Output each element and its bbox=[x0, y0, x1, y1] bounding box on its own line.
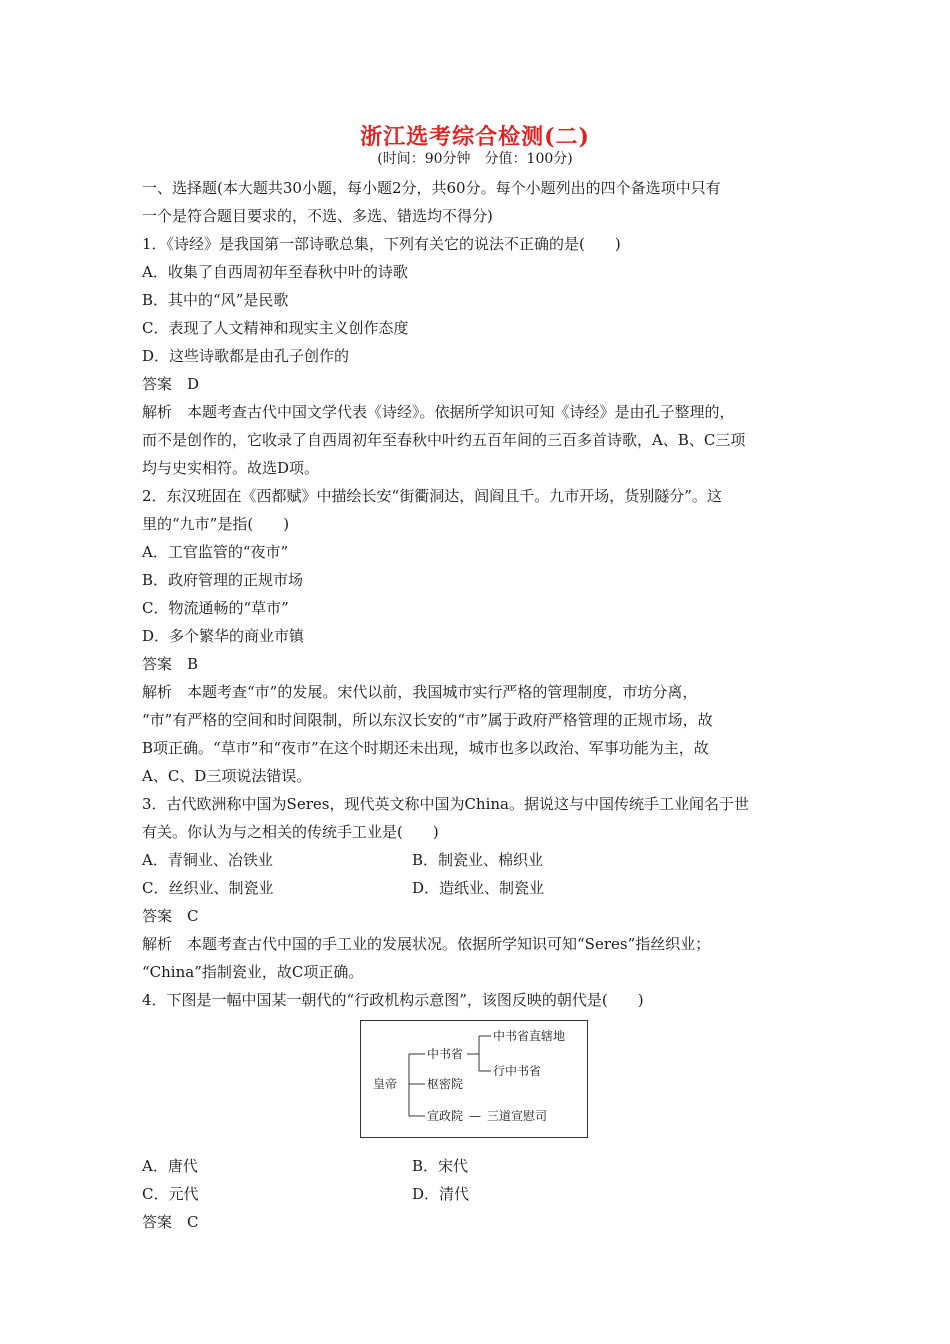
node-sandao: 三道宣慰司 bbox=[487, 1109, 548, 1123]
option-row bbox=[142, 846, 818, 874]
answer: 答案 D bbox=[142, 375, 200, 393]
option-row bbox=[142, 1180, 818, 1208]
analysis: 解析 本题考查古代中国文学代表《诗经》。依据所学知识可知《诗经》是由孔子整理的， bbox=[142, 403, 735, 421]
section-intro: 一、选择题(本大题共30小题，每小题2分，共60分。每个小题列出的四个备选项中只有 bbox=[142, 179, 721, 197]
option: A．唐代 bbox=[142, 1157, 198, 1175]
section-intro: 一个是符合题目要求的，不选、多选、错选均不得分) bbox=[142, 207, 493, 225]
administrative-structure-diagram bbox=[360, 1020, 588, 1138]
analysis: “China”指制瓷业，故C项正确。 bbox=[142, 963, 364, 981]
page-subtitle: (时间：90分钟 分值：100分) bbox=[377, 151, 573, 167]
analysis: 而不是创作的，它收录了自西周初年至春秋中叶约五百年间的三百多首诗歌，A、B、C三项 bbox=[142, 431, 746, 449]
option: C．丝织业、制瓷业 bbox=[142, 879, 274, 897]
analysis: “市”有严格的空间和时间限制，所以东汉长安的“市”属于政府严格管理的正规市场，故 bbox=[142, 711, 713, 729]
question-stem: 2．东汉班固在《西都赋》中描绘长安“街衢洞达，闾阎且千。九市开场，货别隧分”。这 bbox=[142, 487, 722, 505]
question-stem: 里的“九市”是指( ) bbox=[142, 515, 290, 533]
option-row bbox=[142, 874, 818, 902]
option: C．物流通畅的“草市” bbox=[142, 599, 289, 617]
question-stem: 4．下图是一幅中国某一朝代的“行政机构示意图”，该图反映的朝代是( ) bbox=[142, 991, 644, 1009]
analysis: 解析 本题考查古代中国的手工业的发展状况。依据所学知识可知“Seres”指丝织业； bbox=[142, 935, 711, 953]
option: C．元代 bbox=[142, 1185, 199, 1203]
option: B．政府管理的正规市场 bbox=[142, 571, 304, 589]
dash-connector: — bbox=[469, 1109, 481, 1123]
figure-container bbox=[142, 1020, 818, 1144]
option: D．造纸业、制瓷业 bbox=[412, 879, 545, 897]
analysis: B项正确。“草市”和“夜市”在这个时期还未出现，城市也多以政治、军事功能为主，故 bbox=[142, 739, 709, 757]
question-stem: 有关。你认为与之相关的传统手工业是( ) bbox=[142, 823, 439, 841]
option: B．其中的“风”是民歌 bbox=[142, 291, 289, 309]
node-zhongshu: 中书省 bbox=[427, 1047, 464, 1061]
page-title: 浙江选考综合检测(二) bbox=[360, 124, 590, 150]
analysis: A、C、D三项说法错误。 bbox=[142, 767, 312, 785]
analysis: 解析 本题考查“市”的发展。宋代以前，我国城市实行严格的管理制度，市坊分离， bbox=[142, 683, 698, 701]
option: B．制瓷业、棉织业 bbox=[412, 851, 544, 869]
node-shumi: 枢密院 bbox=[427, 1077, 464, 1091]
option: D．这些诗歌都是由孔子创作的 bbox=[142, 347, 350, 365]
option-row bbox=[142, 1152, 818, 1180]
node-direct: 中书省直辖地 bbox=[493, 1029, 566, 1043]
answer: 答案 C bbox=[142, 1213, 199, 1231]
option: A．青铜业、冶铁业 bbox=[142, 851, 273, 869]
question-stem: 3．古代欧洲称中国为Seres，现代英文称中国为China。据说这与中国传统手工业闻名于世 bbox=[142, 795, 749, 813]
option: D．多个繁华的商业市镇 bbox=[142, 627, 305, 645]
option: A．收集了自西周初年至春秋中叶的诗歌 bbox=[142, 263, 408, 281]
analysis: 均与史实相符。故选D项。 bbox=[142, 459, 320, 477]
option: D．清代 bbox=[412, 1185, 470, 1203]
node-xing: 行中书省 bbox=[493, 1064, 542, 1078]
question-stem: 1．《诗经》是我国第一部诗歌总集，下列有关它的说法不正确的是( ) bbox=[142, 235, 621, 253]
option: A．工官监管的“夜市” bbox=[142, 543, 289, 561]
node-xuanzheng: 宣政院 bbox=[427, 1109, 464, 1123]
option: C．表现了人文精神和现实主义创作态度 bbox=[142, 319, 409, 337]
node-emperor: 皇帝 bbox=[373, 1077, 398, 1091]
answer: 答案 C bbox=[142, 907, 199, 925]
answer: 答案 B bbox=[142, 655, 199, 673]
document-body bbox=[142, 174, 818, 1236]
option: B．宋代 bbox=[412, 1157, 469, 1175]
